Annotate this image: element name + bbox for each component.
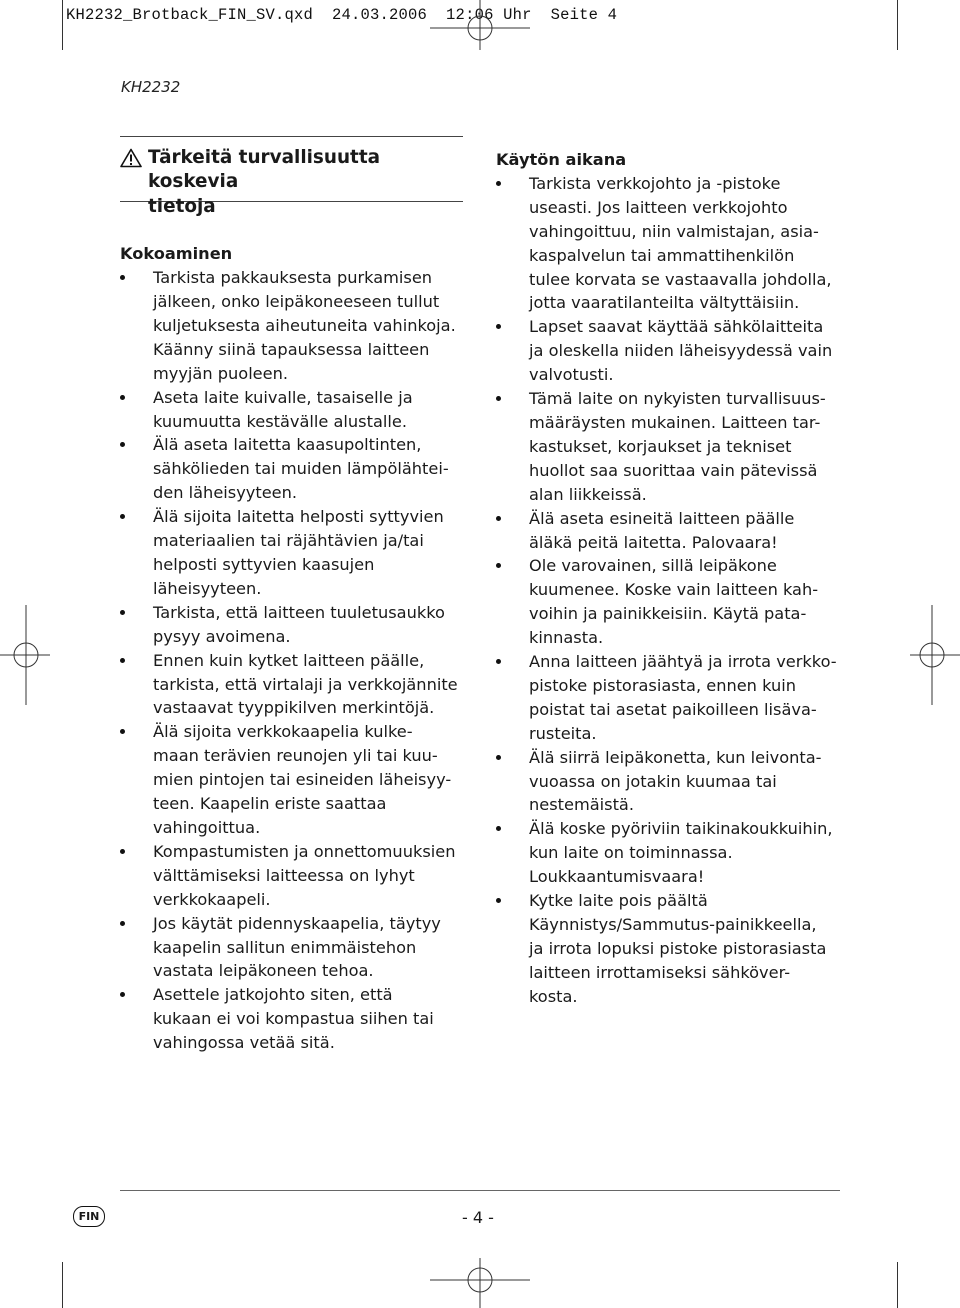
list-item — [496, 817, 846, 889]
language-badge: FIN — [73, 1206, 105, 1227]
list-item-text: Tämä laite on nykyisten turvallisuus- määräysten mukainen. Laitteen tar- kastukset, korjaukset ja tekniset huollot saa suorittaa vain pätevissä alan liikkeissä. — [529, 389, 826, 504]
list-item — [120, 505, 470, 601]
list-item-text: Jos käytät pidennyskaapelia, täytyy kaapelin sallitun enimmäistehon vastata leipäkoneen tehoa. — [153, 913, 441, 981]
list-item-text: Älä aseta esineitä laitteen päälle äläkä peitä laitetta. Palovaara! — [529, 508, 795, 552]
bullet-icon — [120, 395, 125, 400]
bullet-icon — [496, 181, 501, 186]
list-item — [120, 720, 470, 840]
registration-mark-left — [0, 605, 50, 705]
list-item-text: Älä koske pyöriviin taikinakoukkuihin, kun laite on toiminnassa. Loukkaantumisvaara! — [529, 819, 833, 887]
list-item-text: Kytke laite pois päältä Käynnistys/Sammutus-painikkeella, ja irrota lopuksi pistoke pistorasiasta laitteen irrottamiseksi sähköver- kosta. — [529, 891, 827, 1006]
registration-mark-right — [910, 605, 960, 705]
list-item-text: Anna laitteen jäähtyä ja irrota verkko- pistoke pistorasiasta, ennen kuin poistat tai asetat paikoilleen lisäva- rusteita. — [529, 652, 837, 743]
list-item — [496, 507, 846, 555]
right-column — [496, 148, 846, 1009]
bullet-icon — [496, 563, 501, 568]
list-item — [120, 266, 470, 386]
bullet-icon — [496, 516, 501, 521]
assembly-list — [120, 266, 470, 1055]
list-item-text: Ole varovainen, sillä leipäkone kuumenee. Koske vain laitteen kah- voihin ja painikkeisiin. Käytä pata- kinnasta. — [529, 556, 819, 648]
bullet-icon — [120, 610, 125, 615]
list-item — [120, 983, 470, 1055]
list-item-text: Ennen kuin kytket laitteen päälle, tarkista, että virtalaji ja verkkojännite vastaavat tyyppikilven merkintöjä. — [153, 650, 458, 718]
bullet-icon — [120, 275, 125, 280]
list-item — [120, 649, 470, 721]
list-item-text: Kompastumisten ja onnettomuuksien välttämiseksi laitteessa on lyhyt verkkokaapeli. — [153, 841, 456, 909]
page-number: - 4 - — [462, 1208, 494, 1227]
during-use-list — [496, 172, 846, 1009]
bullet-icon — [496, 826, 501, 831]
bullet-icon — [120, 658, 125, 663]
list-item-text: Aseta laite kuivalle, tasaiselle ja kuumuutta kestävälle alustalle. — [153, 387, 413, 431]
list-item-text: Lapset saavat käyttää sähkölaitteita ja oleskella niiden läheisyydessä vain valvotusti. — [529, 317, 833, 385]
print-slug-header: KH2232_Brotback_FIN_SV.qxd 24.03.2006 12:06 Uhr Seite 4 — [66, 6, 618, 24]
crop-mark-bottom-left-vertical — [62, 1262, 63, 1308]
crop-mark-top-left-vertical — [62, 0, 63, 50]
list-item-text: Tarkista pakkauksesta purkamisen jälkeen, onko leipäkoneeseen tullut kuljetuksesta aiheutuneita vahinkoja. Käänny siinä tapauksessa laitteen myyjän puoleen. — [153, 268, 456, 383]
list-item-text: Älä sijoita laitetta helposti syttyvien materiaalien tai räjähtävien ja/tai helposti syttyvien kaasujen läheisyyteen. — [153, 507, 444, 598]
bullet-icon — [496, 898, 501, 903]
bullet-icon — [496, 324, 501, 329]
list-item — [120, 386, 470, 434]
crop-mark-bottom-right-vertical — [897, 1262, 898, 1308]
bullet-icon — [496, 659, 501, 664]
list-item — [496, 387, 846, 507]
subhead-assembly: Kokoaminen — [120, 244, 233, 264]
left-column — [120, 146, 470, 1055]
list-item-text: Tarkista, että laitteen tuuletusaukko pysyy avoimena. — [153, 602, 445, 646]
list-item — [120, 840, 470, 912]
list-item — [496, 889, 846, 1009]
list-item — [496, 315, 846, 387]
section-title — [120, 146, 470, 219]
list-item — [120, 912, 470, 984]
bullet-icon — [120, 514, 125, 519]
subhead-during-use: Käytön aikana — [496, 150, 627, 169]
list-item — [496, 554, 846, 650]
list-item-text: Älä siirrä leipäkonetta, kun leivonta- vuoassa on jotakin kuumaa tai nestemäistä. — [529, 747, 822, 815]
crop-mark-top-right-vertical — [897, 0, 898, 50]
bullet-icon — [120, 921, 125, 926]
bullet-icon — [120, 729, 125, 734]
footer-rule — [120, 1190, 840, 1191]
list-item-text: Tarkista verkkojohto ja -pistoke useasti. Jos laitteen verkkojohto vahingoittuu, niin valmistajan, asia- kaspalvelun tai ammattihenkilön tulee korvata se vastaavalla johdolla, jotta vaaratilanteilta vältyttäisiin. — [529, 173, 832, 313]
bullet-icon — [496, 755, 501, 760]
list-item — [120, 433, 470, 505]
registration-mark-bottom — [430, 1258, 530, 1308]
section-title-text: Tärkeitä turvallisuutta koskevia tietoja — [148, 147, 381, 217]
list-item-text: Asettele jatkojohto siten, että kukaan ei voi kompastua siihen tai vahingossa vetää sitä. — [153, 985, 434, 1053]
bullet-icon — [120, 992, 125, 997]
bullet-icon — [120, 849, 125, 854]
list-item — [496, 650, 846, 746]
list-item — [120, 601, 470, 649]
bullet-icon — [496, 396, 501, 401]
list-item — [496, 172, 846, 315]
section-top-rule — [120, 136, 463, 137]
warning-triangle-icon — [120, 148, 142, 168]
list-item-text: Älä aseta laitetta kaasupoltinten, sähkölieden tai muiden lämpölähtei- den läheisyyteen. — [153, 435, 449, 503]
list-item — [496, 746, 846, 818]
list-item-text: Älä sijoita verkkokaapelia kulke- maan terävien reunojen yli tai kuu- mien pintojen tai esineiden läheisyy- teen. Kaapelin eriste saattaa vahingoittua. — [153, 722, 452, 837]
registration-mark-top — [430, 0, 530, 50]
bullet-icon — [120, 442, 125, 447]
model-label: KH2232 — [121, 78, 181, 96]
